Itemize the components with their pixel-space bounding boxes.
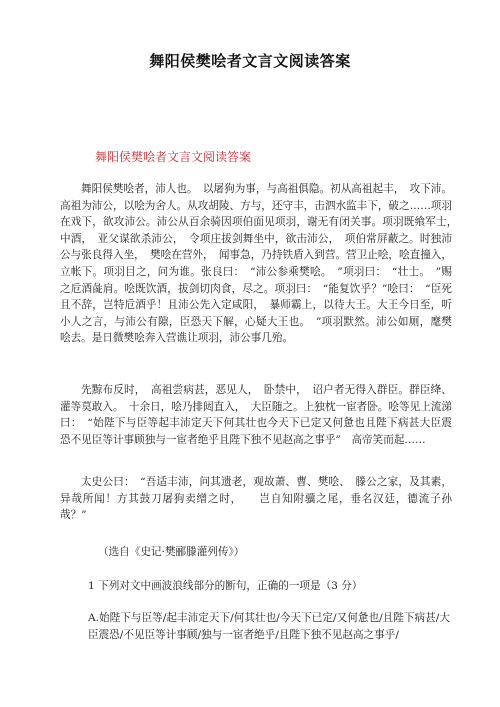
source-citation: （选自《史记·樊郦滕灌列传》） xyxy=(98,546,245,558)
document-title: 舞阳侯樊哙者文言文阅读答案 xyxy=(149,52,351,70)
paragraph-illness: 先黥布反时， 高祖尝病甚，恶见人， 卧禁中， 诏户者无得入群臣。群臣绛、灌等莫敢入。 十余日，哙乃排闼直入， 大臣随之。上独枕一宦者卧。哙等见上流涕曰： “始陛下与臣等起丰沛定天下何其壮也今天下已定又何惫也且陛下病甚大臣震恐不见臣等计事顾独与一宦者绝乎且陛下独不见赵高之事乎” 高帝笑而起…… xyxy=(60,384,452,446)
article-subtitle: 舞阳侯樊哙者文言文阅读答案 xyxy=(95,150,252,164)
paragraph-historian-comment: 太史公曰： “吾适丰沛，问其遗老，观故萧、曹、樊哙、 滕公之家，及其素，异哉所闻！方其鼓刀屠狗卖缯之时， 岂自知附骥之尾，垂名汉廷，德流子孙哉？” xyxy=(60,476,452,522)
question-1: 1 下列对文中画波浪线部分的断句，正确的一项是（3 分） xyxy=(88,580,363,592)
paragraph-biography: 舞阳侯樊哙者，沛人也。 以屠狗为事，与高祖俱隐。初从高祖起丰， 攻下沛。高祖为沛公，以哙为舍人。从攻胡陵、方与，还守丰，击泗水监丰下，破之……项羽在戏下，欲攻沛公。沛公从百余骑因项伯面见项羽，谢无有闭关事。项羽既飨军士， 中酒， 亚父谋欲杀沛公， 令项庄拔剑舞坐中，欲击沛公， 项伯常屏蔽之。时独沛公与张良得入坐， 樊哙在营外， 闻事急，乃持铁盾入到营。营卫止哙，哙直撞入，立帐下。项羽目之，问为谁。张良曰： “沛公参乘樊哙。 ”项羽曰： “壮士。 ”赐之卮酒彘肩。哙既饮酒，拔剑切肉食，尽之。项羽曰： “能复饮乎？”哙曰： “臣死且不辞，岂特卮酒乎！且沛公先入定咸阳， 暴师霸上，以待大王。大王今日至，听小人之言，与沛公有隙，臣恐天下解，心疑大王也。 ”项羽默然。沛公如厕，麾樊哙去。是日微樊哙奔入营谯让项羽，沛公事几殆。 xyxy=(60,183,463,345)
question-1-option-a: A.始陛下与臣等/起丰沛定天下/何其壮也/今天下已定/又何惫也/且陛下病甚/大臣震恐/不见臣等计事顾/独与一宦者绝乎/且陛下独不见赵高之事乎/ xyxy=(88,612,450,641)
